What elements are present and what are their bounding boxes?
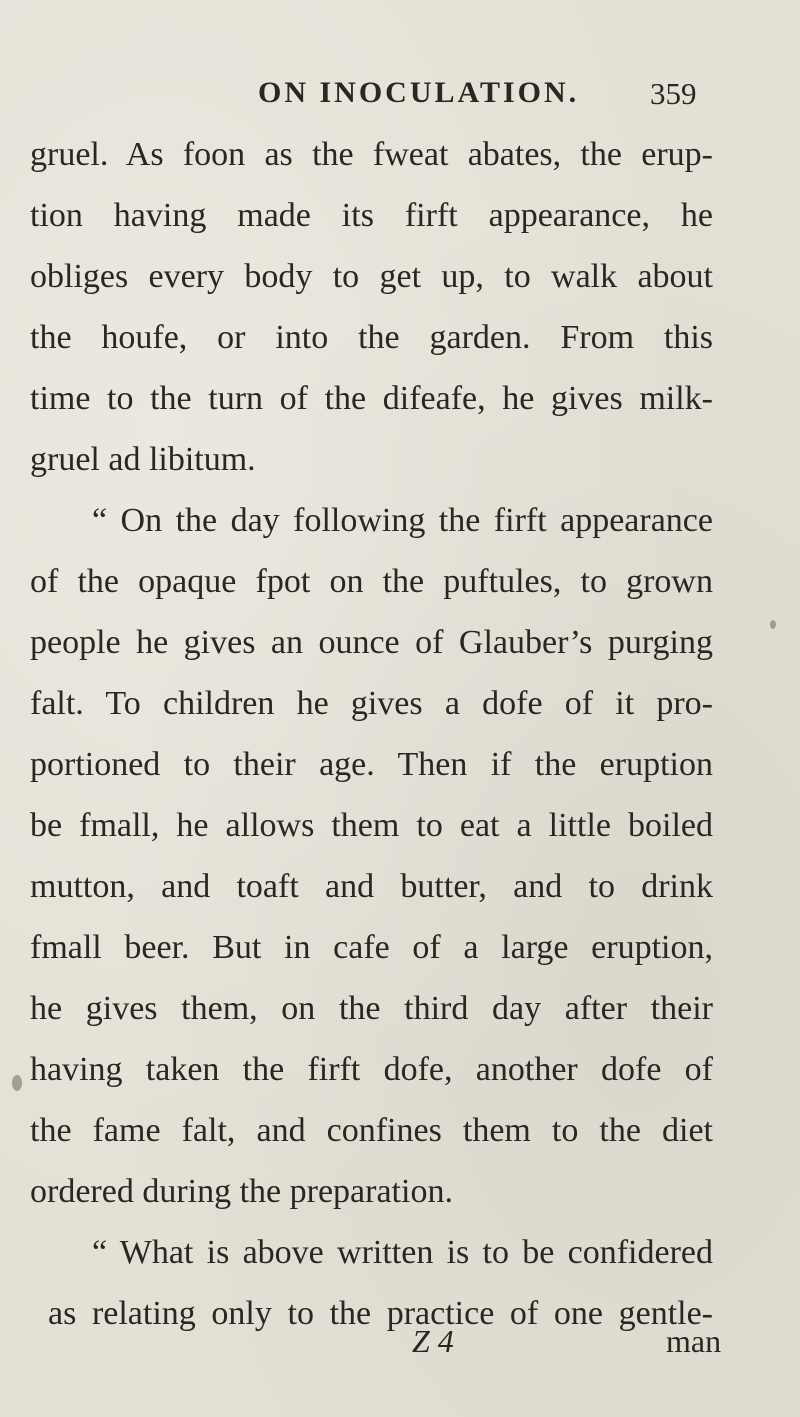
page-footer (0, 1323, 800, 1373)
text-line: the houfe, or into the garden. From this (30, 319, 713, 356)
signature-mark: Z 4 (412, 1323, 454, 1359)
text-line: mutton, and toaft and butter, and to drink (30, 868, 713, 905)
text-line: he gives them, on the third day after their (30, 990, 713, 1027)
running-head (0, 76, 800, 116)
text-line: ordered during the preparation. (30, 1173, 453, 1210)
page-number: 359 (650, 76, 697, 111)
text-line: fmall beer. But in cafe of a large eruption, (30, 929, 713, 966)
text-line: people he gives an ounce of Glauber’s purging (30, 624, 713, 661)
text-line-part: gruel ad libitum. (30, 441, 256, 478)
text-line: “ On the day following the firft appearance (92, 502, 713, 539)
running-head-title: ON INOCULATION. (258, 76, 580, 109)
text-line (30, 430, 713, 490)
text-line: the fame falt, and confines them to the diet (30, 1112, 713, 1149)
text-line: portioned to their age. Then if the eruption (30, 746, 713, 783)
ink-smudge (12, 1075, 22, 1091)
text-line: as relating only to the practice of one gentle- (48, 1295, 713, 1332)
ink-smudge (770, 620, 776, 629)
text-line: tion having made its firft appearance, he (30, 197, 713, 234)
text-line: obliges every body to get up, to walk about (30, 258, 713, 295)
text-line: of the opaque fpot on the puftules, to grown (30, 563, 713, 600)
catchword: man (666, 1323, 722, 1359)
text-line: “ What is above written is to be confidered (92, 1234, 713, 1271)
text-line: having taken the firft dofe, another dofe of (30, 1051, 713, 1088)
text-line: gruel. As foon as the fweat abates, the erup- (30, 136, 713, 173)
text-line: falt. To children he gives a dofe of it pro- (30, 685, 713, 722)
text-line: time to the turn of the difeafe, he gives milk- (30, 380, 713, 417)
text-line: be fmall, he allows them to eat a little boiled (30, 807, 713, 844)
